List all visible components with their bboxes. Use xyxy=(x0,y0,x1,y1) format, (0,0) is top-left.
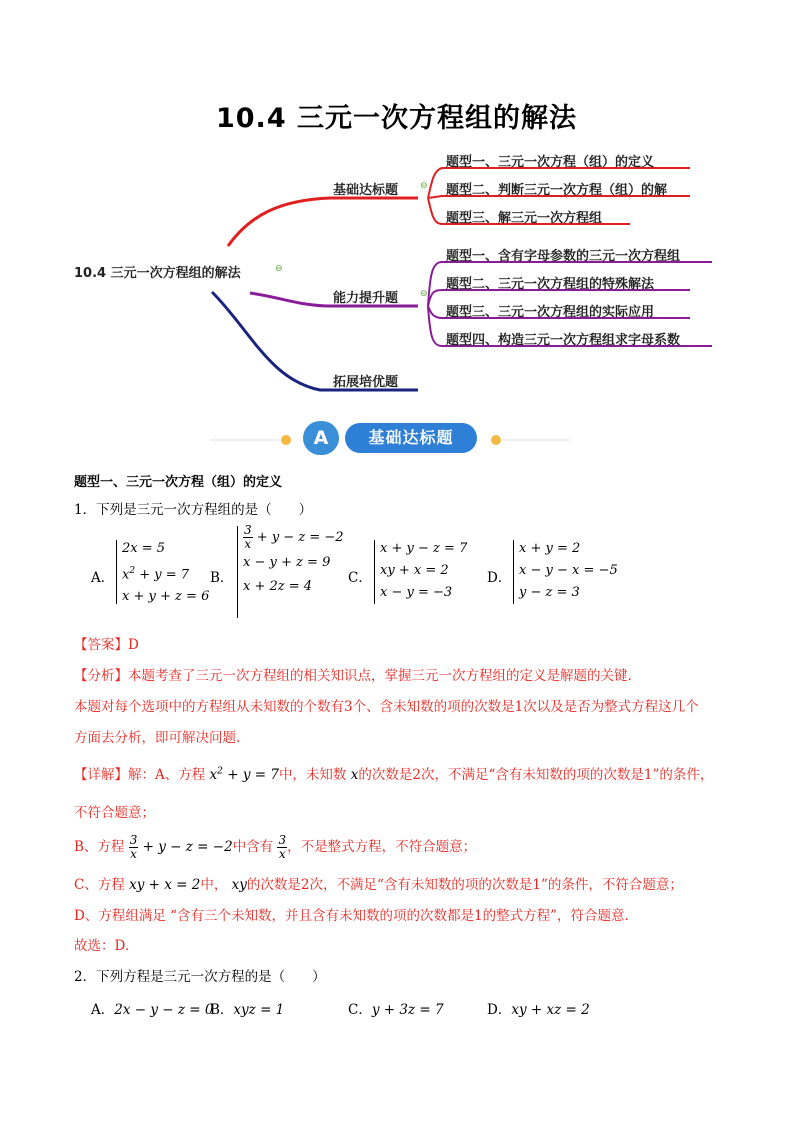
option-label: C． xyxy=(348,1002,372,1018)
equation: $x^2 + y = 7$ xyxy=(122,566,190,583)
fraction-num: 3 xyxy=(278,833,287,847)
fraction-den: x xyxy=(130,847,137,861)
equation: x + y − z = 7 xyxy=(380,541,468,556)
section-heading: 题型一、三元一次方程（组）的定义 xyxy=(74,475,283,490)
q2-stem: 2．下列方程是三元一次方程的是（ ） xyxy=(74,969,326,985)
branch-basic: 基础达标题 xyxy=(333,183,399,198)
q1-option-a-label: A． xyxy=(91,570,115,586)
detail-text: 中， xyxy=(200,877,228,893)
leaf-basic-2: 题型二、判断三元一次方程（组）的解 xyxy=(446,183,668,198)
option-equation: y + 3z = 7 xyxy=(371,1002,444,1018)
detail-tag: 【详解】 xyxy=(74,767,128,783)
brace xyxy=(116,540,117,604)
analysis-text: 本题考查了三元一次方程组的相关知识点，掌握三元一次方程组的定义是解题的关键. xyxy=(128,668,632,684)
q1-detail-c xyxy=(74,873,683,893)
q1-option-c-label: C． xyxy=(348,570,372,586)
equation: 2x = 5 xyxy=(122,541,166,556)
leaf-ability-1: 题型一、含有字母参数的三元一次方程组 xyxy=(446,249,681,264)
equation: x + y = 2 xyxy=(519,541,581,556)
equation: xy + x = 2 xyxy=(380,563,449,578)
q1-option-c-system xyxy=(380,538,467,604)
q2-option-d xyxy=(487,998,590,1018)
q1-analysis-line3: 方面去分析，即可解决问题. xyxy=(74,730,241,746)
equation: x − y + z = 9 xyxy=(243,555,331,570)
equation: xy + x = 2 xyxy=(129,877,201,893)
option-equation: 2x − y − z = 0 xyxy=(114,1002,214,1018)
detail-text: 的次数是2次，不满足“含有未知数的项的次数是1”的条件，不符合题意； xyxy=(246,877,683,893)
banner-letter: A xyxy=(303,421,339,455)
q2-option-b xyxy=(210,998,284,1018)
mindmap-connectors xyxy=(0,0,793,420)
equation: $\frac{3}{x}$ + y − z = −2 xyxy=(244,523,344,551)
option-equation: xy + xz = 2 xyxy=(511,1002,590,1018)
q1-detail-a-cont: 不符合题意； xyxy=(74,805,155,821)
answer-tag: 【答案】 xyxy=(74,637,128,653)
q1-detail-d: D、方程组满足 “含有三个未知数，并且含有未知数的项的次数都是1的整式方程”，符合题意. xyxy=(74,908,629,924)
equation: x − y − x = −5 xyxy=(519,563,618,578)
detail-text: 解：A、方程 xyxy=(128,767,206,783)
equation: + y − z = −2 xyxy=(142,839,233,855)
branch-ability: 能力提升题 xyxy=(333,291,399,306)
banner-label: 基础达标题 xyxy=(345,423,477,453)
q1-analysis-line2: 本题对每个选项中的方程组从未知数的个数有3个、含未知数的项的次数是1次以及是否为整式方程这几个 xyxy=(74,699,699,715)
q2-option-c xyxy=(348,998,444,1018)
q2-option-a xyxy=(91,998,213,1018)
fraction-num: 3 xyxy=(129,833,138,847)
leaf-ability-4: 题型四、构造三元一次方程组求字母系数 xyxy=(446,333,681,348)
fraction xyxy=(129,834,139,861)
detail-text: B、方程 xyxy=(74,839,125,855)
brace xyxy=(513,540,514,604)
brace xyxy=(374,540,375,604)
option-label: A． xyxy=(91,1002,115,1018)
fraction-den: x xyxy=(278,847,286,861)
q1-option-d-system xyxy=(519,538,618,604)
collapse-icon[interactable]: ⊖ xyxy=(275,264,283,274)
q1-option-d-label: D． xyxy=(487,570,512,586)
mindmap-root: 10.4 三元一次方程组的解法 xyxy=(74,266,241,281)
leaf-basic-1: 题型一、三元一次方程（组）的定义 xyxy=(446,155,655,170)
q1-detail-a xyxy=(74,763,713,783)
detail-text: C、方程 xyxy=(74,877,125,893)
q1-conclusion: 故选：D. xyxy=(74,938,130,954)
detail-text: 中，未知数 xyxy=(278,767,347,783)
leaf-ability-2: 题型二、三元一次方程组的特殊解法 xyxy=(446,277,655,292)
q1-option-a-system xyxy=(122,538,209,608)
detail-text: 的次数是2次，不满足“含有未知数的项的次数是1”的条件， xyxy=(358,767,714,783)
q1-option-b-system xyxy=(243,524,344,599)
option-label: D． xyxy=(487,1002,512,1018)
variable: x xyxy=(350,767,359,783)
leaf-ability-3: 题型三、三元一次方程组的实际应用 xyxy=(446,305,655,320)
q1-option-b-label: B． xyxy=(210,570,234,586)
option-equation: xyz = 1 xyxy=(233,1002,285,1018)
collapse-icon[interactable]: ⊖ xyxy=(420,289,428,299)
equation: x + y + z = 6 xyxy=(122,589,210,605)
section-banner xyxy=(303,421,477,455)
branch-extend: 拓展培优题 xyxy=(333,375,399,390)
brace xyxy=(237,526,238,618)
collapse-icon[interactable]: ⊖ xyxy=(420,181,428,191)
analysis-tag: 【分析】 xyxy=(74,668,128,684)
option-label: B． xyxy=(210,1002,234,1018)
detail-text: ，不是整式方程，不符合题意； xyxy=(287,839,477,855)
q1-analysis xyxy=(74,664,632,684)
branch-line-basic xyxy=(228,198,418,246)
equation: y − z = 3 xyxy=(519,585,580,600)
page-title: 10.4 三元一次方程组的解法 xyxy=(215,103,578,134)
equation: x − y = −3 xyxy=(380,585,453,600)
variable: xy xyxy=(231,877,247,893)
answer-value: D xyxy=(128,637,139,653)
fraction xyxy=(277,834,287,861)
q1-detail-b xyxy=(74,834,476,861)
q1-stem: 1．下列是三元一次方程组的是（ ） xyxy=(74,502,313,518)
equation: $x^2 + y = 7$ xyxy=(209,766,279,783)
q1-answer xyxy=(74,633,139,653)
detail-text: 中含有 xyxy=(232,839,274,855)
leaf-basic-3: 题型三、解三元一次方程组 xyxy=(446,211,603,226)
equation: x + 2z = 4 xyxy=(243,579,313,594)
